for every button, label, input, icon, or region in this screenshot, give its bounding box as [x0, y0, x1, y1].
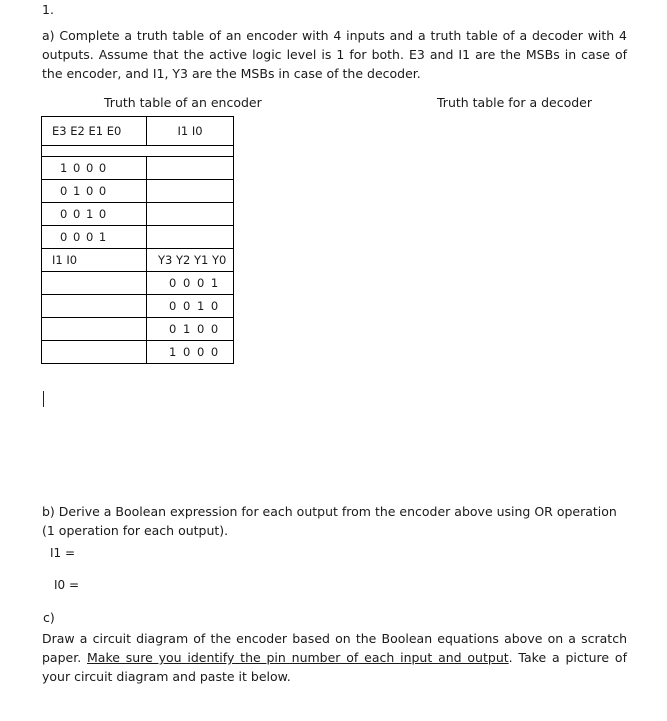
encoder-header-row [42, 117, 234, 146]
encoder-header-inputs: E3 E2 E1 E0 [42, 117, 147, 146]
encoder-output-cell[interactable] [147, 180, 234, 203]
encoder-input-cell: 1 0 0 0 [42, 157, 147, 180]
decoder-table-caption: Truth table for a decoder [437, 95, 592, 110]
decoder-header-row [42, 249, 234, 272]
part-c-text-end: . Take a picture of your circuit diagram and paste it below. [42, 650, 627, 684]
text-cursor [43, 391, 44, 407]
encoder-input-cell: 0 0 1 0 [42, 203, 147, 226]
equation-i0[interactable]: I0 = [54, 578, 80, 592]
table-row [42, 226, 234, 249]
table-row [42, 272, 234, 295]
decoder-input-cell[interactable] [42, 341, 147, 364]
table-row [42, 318, 234, 341]
decoder-input-cell[interactable] [42, 295, 147, 318]
decoder-input-cell[interactable] [42, 318, 147, 341]
encoder-output-cell[interactable] [147, 203, 234, 226]
part-c-text [42, 629, 627, 686]
part-b-text: b) Derive a Boolean expression for each output from the encoder above using OR operation (1 operation for each output). [42, 504, 617, 538]
encoder-header-outputs: I1 I0 [147, 117, 234, 146]
part-c-label: c) [43, 610, 55, 625]
table-row [42, 295, 234, 318]
equation-i1[interactable]: I1 = [50, 546, 76, 560]
encoder-output-cell[interactable] [147, 226, 234, 249]
decoder-header-inputs: I1 I0 [42, 249, 147, 272]
decoder-input-cell[interactable] [42, 272, 147, 295]
table-row [42, 341, 234, 364]
part-c-underlined-text: Make sure you identify the pin number of each input and output [87, 650, 509, 665]
table-row [42, 157, 234, 180]
table-row [42, 180, 234, 203]
question-number: 1. [42, 2, 54, 17]
part-c-text-start: Draw a circuit diagram of the encoder based on the Boolean equations above on a scratch paper. [42, 631, 627, 665]
table-spacer [42, 146, 234, 157]
encoder-input-cell: 0 0 0 1 [42, 226, 147, 249]
encoder-table-caption: Truth table of an encoder [104, 95, 262, 110]
encoder-input-cell: 0 1 0 0 [42, 180, 147, 203]
decoder-header-outputs: Y3 Y2 Y1 Y0 [147, 249, 234, 272]
decoder-output-cell: 0 0 1 0 [147, 295, 234, 318]
decoder-output-cell: 0 1 0 0 [147, 318, 234, 341]
decoder-output-cell: 1 0 0 0 [147, 341, 234, 364]
encoder-output-cell[interactable] [147, 157, 234, 180]
truth-table [41, 116, 234, 364]
part-a-text: a) Complete a truth table of an encoder with 4 inputs and a truth table of a decoder with 4 outputs. Assume that the active logic level is 1 for both. E3 and I1 are the MSBs in case of the encoder, and I1, Y3 are the MSBs in case of the decoder. [42, 28, 627, 81]
table-row [42, 203, 234, 226]
decoder-output-cell: 0 0 0 1 [147, 272, 234, 295]
